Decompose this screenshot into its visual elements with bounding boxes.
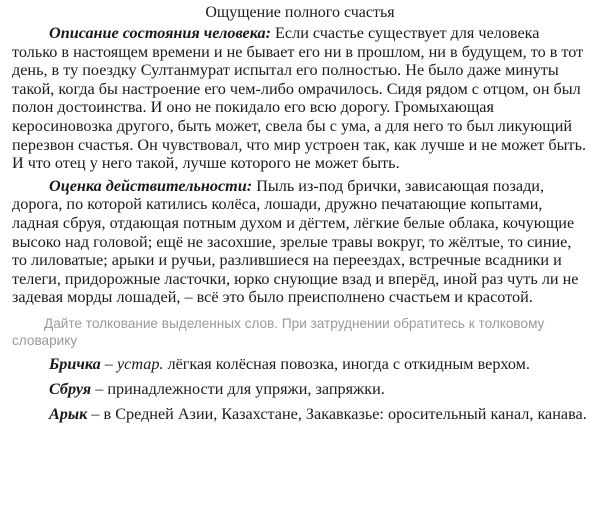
- definition-aryk: [12, 405, 588, 424]
- paragraph-reality-assessment: [12, 177, 588, 307]
- paragraph-lead: Оценка действительности:: [49, 176, 253, 195]
- definition-dash: –: [100, 354, 117, 373]
- definition-term: Арык: [49, 404, 88, 423]
- document-title: Ощущение полного счастья: [205, 4, 395, 21]
- paragraph-lead: Описание состояния человека:: [49, 24, 271, 42]
- definition-dash: –: [91, 379, 108, 398]
- definition-dash: –: [87, 404, 104, 423]
- definition-text: принадлежности для упряжи, запряжки.: [107, 379, 385, 398]
- definition-sbruya: [12, 380, 588, 399]
- definition-text: лёгкая колёсная повозка, иногда с откидным верхом.: [163, 354, 530, 373]
- paragraph-state-description: [12, 24, 588, 173]
- definition-term: Сбруя: [49, 379, 92, 398]
- paragraph-text: Пыль из-под брички, зависающая позади, дорога, по которой катились колёса, лошади, дружно печатающие копытами, ладная сбруя, отдающая потным духом и дёгтем, лёгкие белые облака, кочующие высоко над головой; ещё не засохшие, зрелые травы вокруг, то жёлтые, то синие, то лиловатые; арыки и ручьи, разлившиеся на переездах, встречные всадники и телеги, придорожные ласточки, юрко снующие взад и вперёд, иной раз чуть ли не задевая морды лошадей, – всё это было преисполнено счастьем и красотой.: [12, 176, 579, 307]
- definition-mark: устар.: [116, 354, 164, 373]
- task-note: Дайте толкование выделенных слов. При затруднении обратитесь к толковому словарику: [12, 315, 545, 348]
- definition-brichka: [12, 355, 588, 374]
- definition-text: в Средней Азии, Казахстане, Закавказье: оросительный канал, канава.: [103, 404, 587, 423]
- paragraph-text: Если счастье существует для человека только в настоящем времени и не бывает его ни в прошлом, ни в будущем, то в тот день, в ту поездку Султанмурат испытал его полностью. Не было даже минуты такой, когда бы настроение его чем-либо омрачилось. Сидя рядом с отцом, он был полон достоинства. И оно не покидало его всю дорогу. Громыхающая керосиновозка другого, быть может, свела бы с ума, а для него то был ликующий перезвон счастья. Он чувствовал, что мир устроен так, как лучше и не может быть. И что отец у него такой, лучше которого не может быть.: [12, 24, 587, 173]
- definition-term: Бричка: [49, 354, 101, 373]
